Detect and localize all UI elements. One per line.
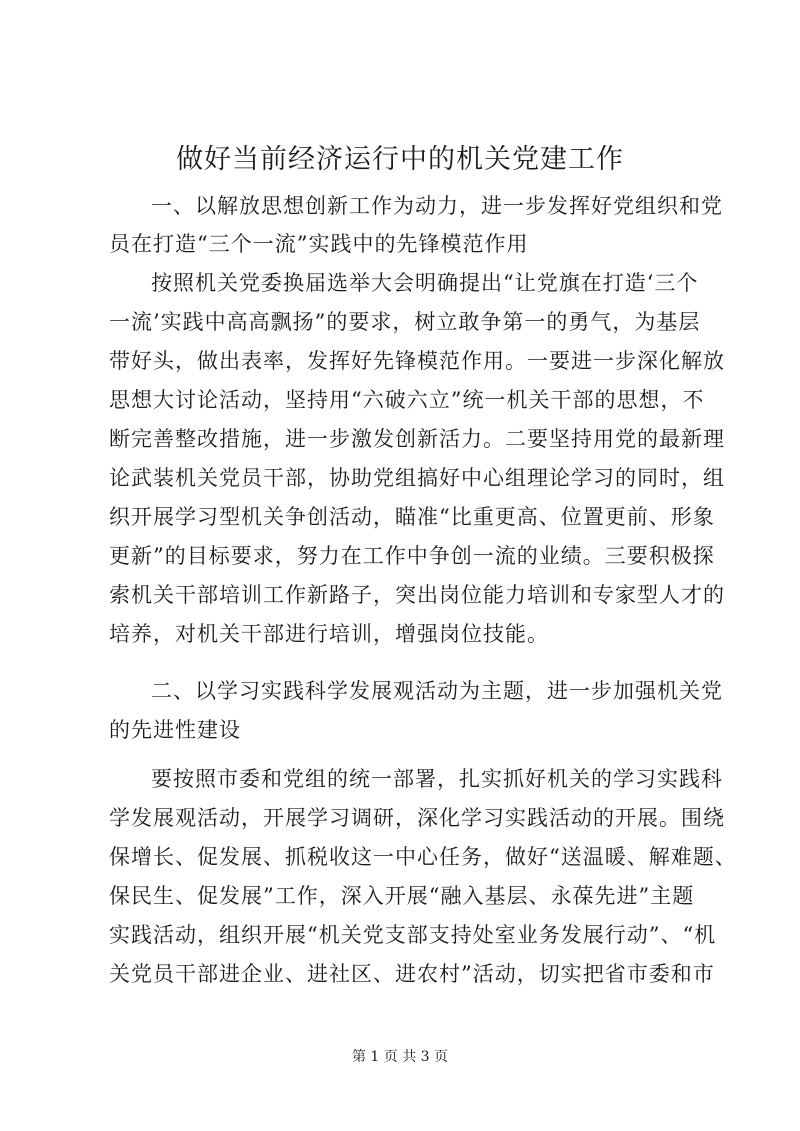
- paragraph-line: 培养，对机关干部进行培训，增强岗位技能。: [109, 622, 549, 646]
- section-heading-1-line-1: 一、以解放思想创新工作为动力，进一步发挥好党组织和党: [151, 194, 723, 218]
- paragraph-line: 关党员干部进企业、进社区、进农村”活动，切实把省市委和市: [109, 962, 715, 986]
- section-heading-2-line-2: 的先进性建设: [109, 718, 241, 742]
- document-title: 做好当前经济运行中的机关党建工作: [176, 144, 624, 175]
- paragraph-line: 更新”的目标要求，努力在工作中争创一流的业绩。三要积极探: [109, 544, 715, 568]
- paragraph-line: 保增长、促发展、抓税收这一中心任务，做好“送温暖、解难题、: [109, 845, 737, 869]
- paragraph-line: 保民生、促发展”工作，深入开展“融入基层、永葆先进”主题: [109, 884, 695, 908]
- paragraph-line: 思想大讨论活动，坚持用“六破六立”统一机关干部的思想，不: [109, 388, 705, 412]
- paragraph-line: 论武装机关党员干部，协助党组搞好中心组理论学习的同时，组: [109, 466, 725, 490]
- paragraph-line: 索机关干部培训工作新路子，突出岗位能力培训和专家型人才的: [109, 583, 725, 607]
- paragraph-line: 带好头，做出表率，发挥好先锋模范作用。一要进一步深化解放: [109, 349, 725, 373]
- section-heading-2-line-1: 二、以学习实践科学发展观活动为主题，进一步加强机关党: [151, 679, 723, 703]
- paragraph-line: 断完善整改措施，进一步激发创新活力。二要坚持用党的最新理: [109, 427, 725, 451]
- paragraph-line: 织开展学习型机关争创活动，瞄准“比重更高、位置更前、形象: [109, 505, 715, 529]
- paragraph-line: 实践活动，组织开展“机关党支部支持处室业务发展行动”、“机: [109, 923, 717, 947]
- section-heading-1-line-2: 员在打造“三个一流”实践中的先锋模范作用: [109, 232, 529, 256]
- paragraph-line: 学发展观活动，开展学习调研，深化学习实践活动的开展。围绕: [109, 806, 725, 830]
- paragraph-line: 按照机关党委换届选举大会明确提出“让党旗在打造‘三个: [151, 271, 699, 295]
- page-footer: 第 1 页 共 3 页: [351, 1049, 449, 1065]
- paragraph-line: 要按照市委和党组的统一部署，扎实抓好机关的学习实践科: [151, 767, 723, 791]
- paragraph-line: 一流’实践中高高飘扬”的要求，树立敢争第一的勇气，为基层: [109, 310, 701, 334]
